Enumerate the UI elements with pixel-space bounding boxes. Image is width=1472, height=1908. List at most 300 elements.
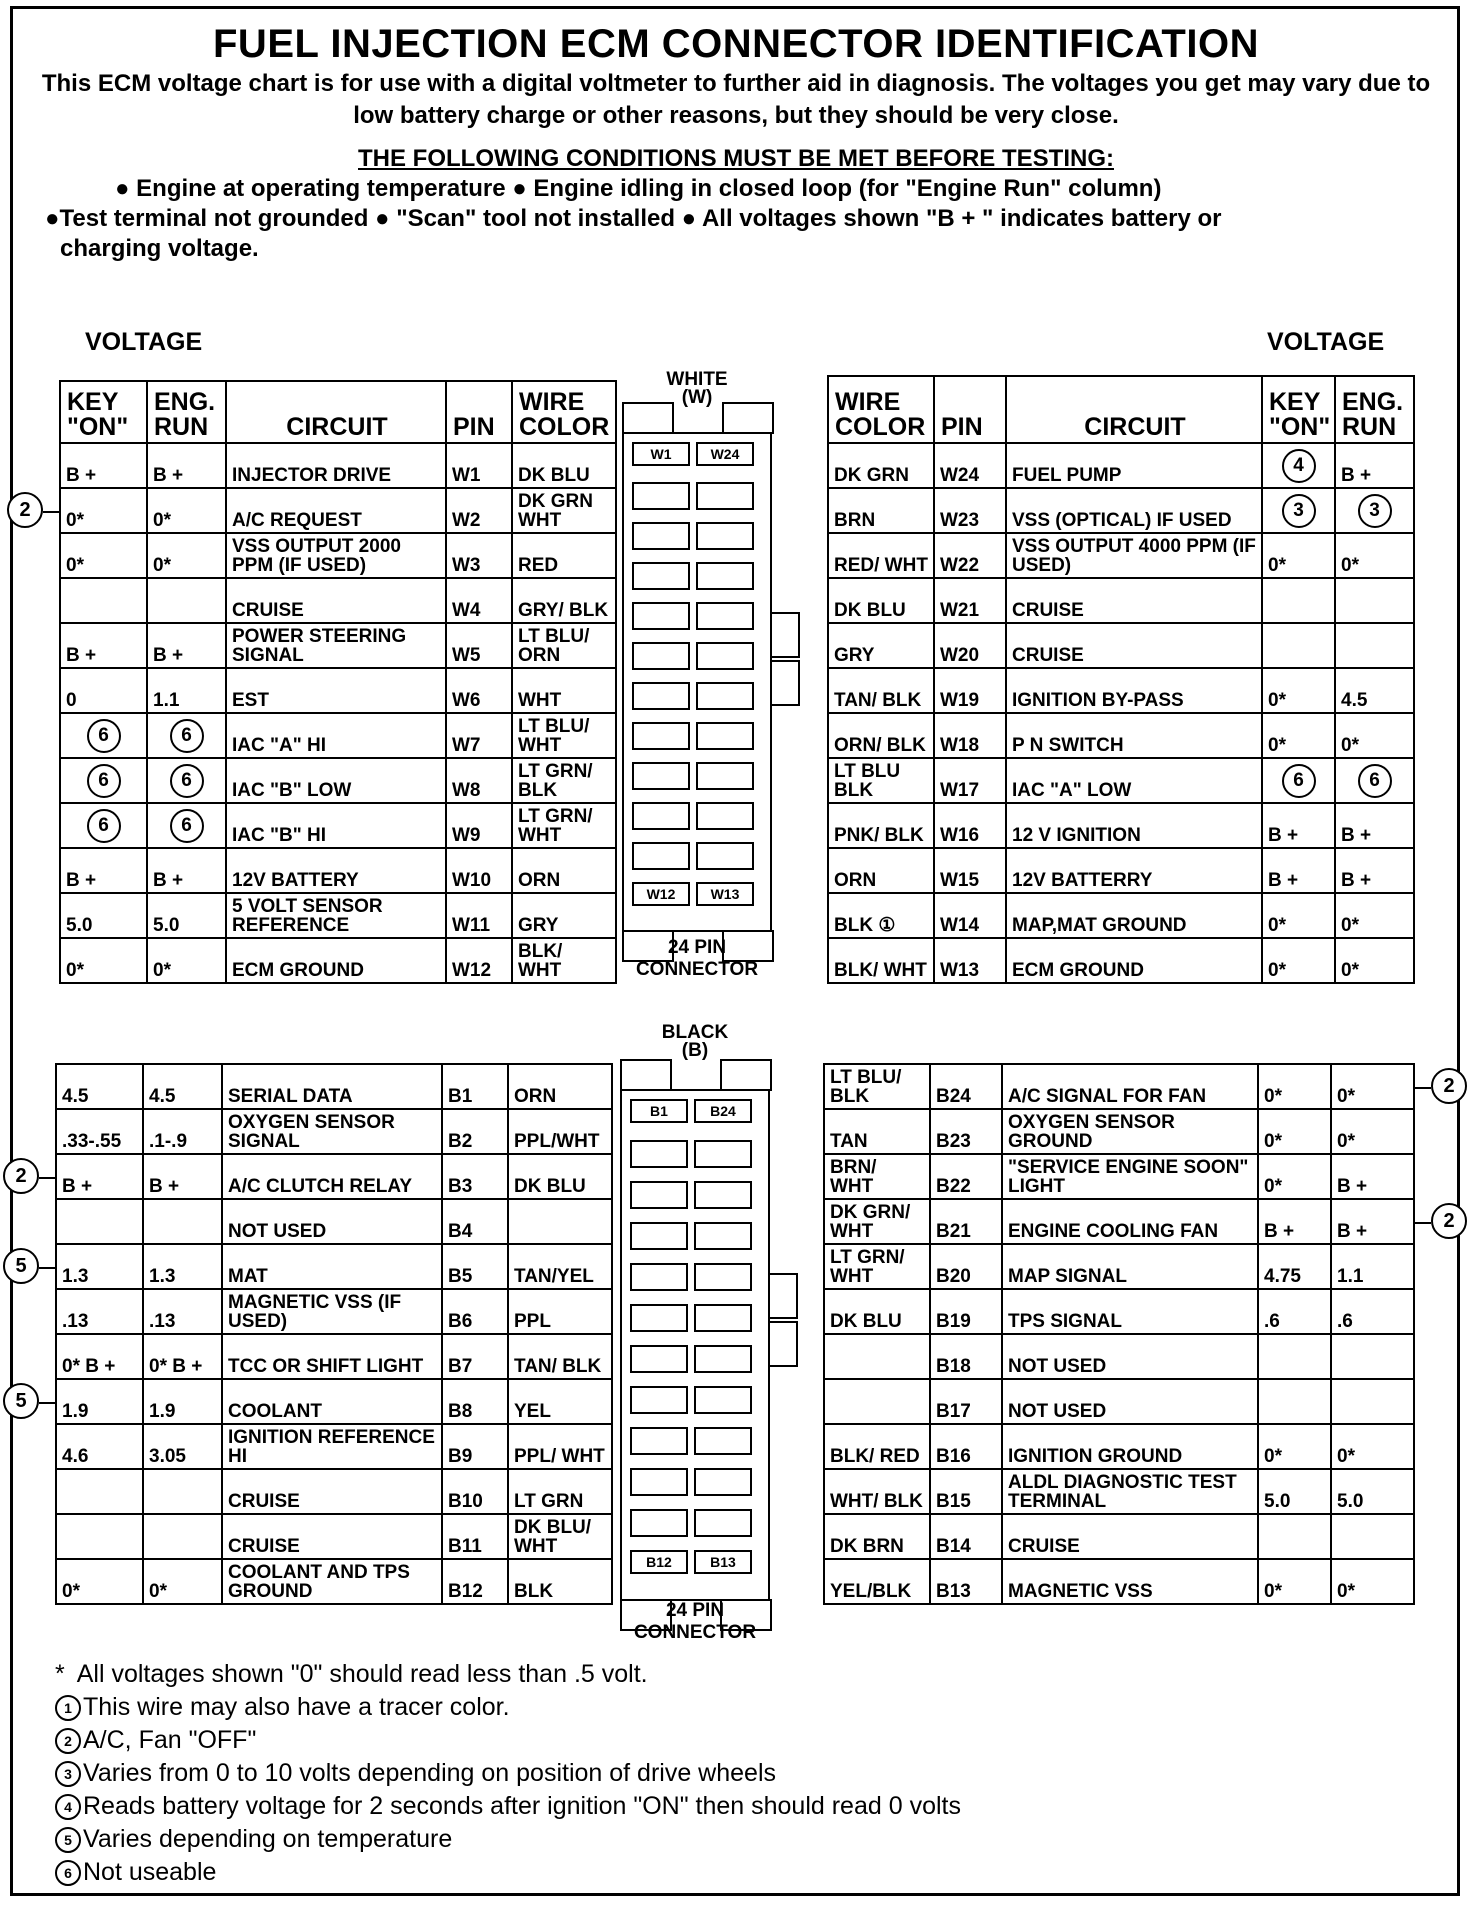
connector-pin bbox=[630, 1222, 688, 1250]
voltage-value: 0* B + bbox=[62, 1356, 116, 1377]
voltage-cell bbox=[56, 1334, 143, 1379]
table-row bbox=[56, 1469, 612, 1514]
voltage-cell bbox=[1258, 1244, 1331, 1289]
voltage-value: 0* bbox=[1341, 915, 1359, 936]
pin-cell: B7 bbox=[442, 1334, 508, 1379]
table-row bbox=[60, 578, 616, 623]
note-circle: 3 bbox=[1358, 494, 1392, 528]
voltage-value: 1.3 bbox=[149, 1266, 176, 1287]
voltage-value: B + bbox=[1268, 870, 1299, 891]
circuit-cell: FUEL PUMP bbox=[1006, 443, 1262, 488]
voltage-cell bbox=[1335, 938, 1414, 983]
wire-color-cell: DK BLU bbox=[824, 1289, 930, 1334]
wire-color-cell: DK GRN bbox=[828, 443, 934, 488]
connector-pin bbox=[696, 522, 754, 550]
table-row bbox=[60, 758, 616, 803]
table-row bbox=[824, 1289, 1414, 1334]
table-row bbox=[824, 1334, 1414, 1379]
voltage-cell bbox=[1262, 938, 1335, 983]
pin-cell: W8 bbox=[446, 758, 512, 803]
col-header-circuit: CIRCUIT bbox=[1006, 376, 1262, 443]
pin-cell: B19 bbox=[930, 1289, 1002, 1334]
table-row bbox=[828, 533, 1414, 578]
wire-color-cell: PPL/ WHT bbox=[508, 1424, 612, 1469]
voltage-value: B + bbox=[1341, 870, 1372, 891]
pin-cell: B22 bbox=[930, 1154, 1002, 1199]
black-left-table bbox=[55, 1063, 613, 1605]
circuit-cell: VSS OUTPUT 4000 PPM (IF USED) bbox=[1006, 533, 1262, 578]
wire-color-cell bbox=[824, 1379, 930, 1424]
connector-pin bbox=[696, 682, 754, 710]
circuit-cell: COOLANT bbox=[222, 1379, 442, 1424]
voltage-value: 1.9 bbox=[62, 1401, 89, 1422]
connector-caption: 24 PIN bbox=[667, 937, 727, 958]
wire-color-cell: LT BLU/ BLK bbox=[824, 1064, 930, 1109]
condition-line-3: charging voltage. bbox=[60, 235, 259, 262]
note-circle: 6 bbox=[170, 764, 204, 798]
pin-cell: W21 bbox=[934, 578, 1006, 623]
circuit-cell: IAC "A" HI bbox=[226, 713, 446, 758]
wire-color-cell: BRN bbox=[828, 488, 934, 533]
pin-cell: W13 bbox=[934, 938, 1006, 983]
voltage-cell bbox=[60, 623, 147, 668]
wire-color-cell: DK BLU/ WHT bbox=[508, 1514, 612, 1559]
voltage-cell bbox=[1262, 488, 1335, 533]
voltage-value: B + bbox=[62, 1176, 93, 1197]
pin-cell: B9 bbox=[442, 1424, 508, 1469]
voltage-value: 0* bbox=[62, 1581, 80, 1602]
pin-cell: W15 bbox=[934, 848, 1006, 893]
voltage-value: 0* bbox=[1268, 690, 1286, 711]
voltage-cell bbox=[1335, 758, 1414, 803]
voltage-value: 0* bbox=[1341, 735, 1359, 756]
voltage-value: 0* bbox=[66, 555, 84, 576]
voltage-cell bbox=[60, 713, 147, 758]
voltage-cell bbox=[56, 1379, 143, 1424]
col-header-pin: PIN bbox=[934, 376, 1006, 443]
table-row bbox=[56, 1244, 612, 1289]
voltage-cell bbox=[60, 443, 147, 488]
voltage-cell bbox=[56, 1514, 143, 1559]
circuit-cell: TPS SIGNAL bbox=[1002, 1289, 1258, 1334]
voltage-cell bbox=[147, 533, 226, 578]
footnote-number: 2 bbox=[55, 1728, 81, 1754]
note-circle: 6 bbox=[170, 719, 204, 753]
voltage-cell bbox=[143, 1289, 222, 1334]
circuit-cell: 12V BATTERRY bbox=[1006, 848, 1262, 893]
pin-cell: W9 bbox=[446, 803, 512, 848]
connector-pin bbox=[632, 802, 690, 830]
voltage-value: 5.0 bbox=[1264, 1491, 1291, 1512]
voltage-value: 0* bbox=[1264, 1131, 1282, 1152]
connector-pin bbox=[696, 802, 754, 830]
table-row bbox=[828, 623, 1414, 668]
footnote bbox=[55, 1823, 961, 1856]
pin-cell: B17 bbox=[930, 1379, 1002, 1424]
voltage-cell bbox=[1258, 1379, 1331, 1424]
table-row bbox=[60, 623, 616, 668]
circuit-cell: NOT USED bbox=[1002, 1334, 1258, 1379]
table-row bbox=[56, 1334, 612, 1379]
pin-cell: W2 bbox=[446, 488, 512, 533]
circuit-cell: MAP,MAT GROUND bbox=[1006, 893, 1262, 938]
pin-cell: W16 bbox=[934, 803, 1006, 848]
white-connector bbox=[622, 370, 772, 980]
note-circle: 6 bbox=[170, 809, 204, 843]
wire-color-cell: ORN/ BLK bbox=[828, 713, 934, 758]
voltage-value: .13 bbox=[62, 1311, 89, 1332]
voltage-cell bbox=[1335, 488, 1414, 533]
wire-color-cell: WHT bbox=[512, 668, 616, 713]
wire-color-cell: LT GRN/ BLK bbox=[512, 758, 616, 803]
footnote-text: All voltages shown "0" should read less than .5 volt. bbox=[76, 1660, 648, 1688]
connector-pin bbox=[694, 1345, 752, 1373]
voltage-cell bbox=[1331, 1424, 1414, 1469]
voltage-cell bbox=[143, 1154, 222, 1199]
wire-color-cell: LT BLU/ WHT bbox=[512, 713, 616, 758]
voltage-cell bbox=[1262, 578, 1335, 623]
circuit-cell: CRUISE bbox=[222, 1514, 442, 1559]
condition-line-1: ● Engine at operating temperature ● Engine idling in closed loop (for "Engine Run" column) bbox=[115, 175, 1162, 202]
connector-key bbox=[772, 660, 800, 706]
table-row bbox=[828, 893, 1414, 938]
circuit-cell: OXYGEN SENSOR GROUND bbox=[1002, 1109, 1258, 1154]
voltage-value: B + bbox=[1341, 465, 1372, 486]
circuit-cell: CRUISE bbox=[1002, 1514, 1258, 1559]
table-row bbox=[824, 1379, 1414, 1424]
pin-cell: B11 bbox=[442, 1514, 508, 1559]
wire-color-cell: DK BRN bbox=[824, 1514, 930, 1559]
circuit-cell: EST bbox=[226, 668, 446, 713]
voltage-value: 4.5 bbox=[149, 1086, 176, 1107]
col-header-eng-run: ENG. RUN bbox=[147, 381, 226, 443]
voltage-value: 0* bbox=[1337, 1086, 1355, 1107]
connector-caption: CONNECTOR bbox=[635, 959, 759, 980]
footnote-text: Varies from 0 to 10 volts depending on position of drive wheels bbox=[83, 1759, 776, 1787]
pin-cell: B3 bbox=[442, 1154, 508, 1199]
voltage-value: 0* bbox=[66, 510, 84, 531]
voltage-cell bbox=[1335, 623, 1414, 668]
voltage-cell bbox=[147, 803, 226, 848]
connector-pin bbox=[630, 1509, 688, 1537]
connector-pin bbox=[632, 562, 690, 590]
note-marker: 2 bbox=[1431, 1203, 1467, 1239]
pin-cell: W1 bbox=[446, 443, 512, 488]
circuit-cell: CRUISE bbox=[1006, 578, 1262, 623]
voltage-value: B + bbox=[153, 645, 184, 666]
connector-pin bbox=[694, 1468, 752, 1496]
voltage-value: 4.5 bbox=[62, 1086, 89, 1107]
circuit-cell: "SERVICE ENGINE SOON" LIGHT bbox=[1002, 1154, 1258, 1199]
footnote bbox=[55, 1724, 961, 1757]
wire-color-cell: DK GRN/ WHT bbox=[824, 1199, 930, 1244]
voltage-value: B + bbox=[1341, 825, 1372, 846]
col-header-wire-color: WIRE COLOR bbox=[512, 381, 616, 443]
voltage-value: 4.5 bbox=[1341, 690, 1368, 711]
table-row bbox=[824, 1154, 1414, 1199]
white-right-table bbox=[827, 375, 1415, 984]
connector-tab bbox=[622, 402, 674, 434]
voltage-cell bbox=[1262, 443, 1335, 488]
voltage-value: 0* bbox=[1337, 1581, 1355, 1602]
circuit-cell: A/C SIGNAL FOR FAN bbox=[1002, 1064, 1258, 1109]
voltage-value: .13 bbox=[149, 1311, 176, 1332]
connector-pin: W13 bbox=[696, 882, 754, 906]
page-title: FUEL INJECTION ECM CONNECTOR IDENTIFICATION bbox=[213, 22, 1259, 66]
table-row bbox=[824, 1244, 1414, 1289]
white-left-table bbox=[59, 380, 617, 984]
connector-pin bbox=[632, 642, 690, 670]
table-row bbox=[56, 1109, 612, 1154]
voltage-value: 3.05 bbox=[149, 1446, 186, 1467]
connector-pin bbox=[632, 762, 690, 790]
col-header-wire-color: WIRE COLOR bbox=[828, 376, 934, 443]
voltage-cell bbox=[147, 488, 226, 533]
footnote-text: Varies depending on temperature bbox=[83, 1825, 453, 1853]
voltage-cell bbox=[56, 1064, 143, 1109]
table-row bbox=[828, 488, 1414, 533]
table-row bbox=[60, 668, 616, 713]
footnote-text: This wire may also have a tracer color. bbox=[83, 1693, 510, 1721]
table-row bbox=[56, 1379, 612, 1424]
circuit-cell: 12V BATTERY bbox=[226, 848, 446, 893]
intro-text: This ECM voltage chart is for use with a digital voltmeter to further aid in diagnosis. The voltages you get may vary due to low battery charge or other reasons, but they should be very close. bbox=[41, 70, 1431, 129]
voltage-cell bbox=[1331, 1199, 1414, 1244]
connector-pin bbox=[630, 1304, 688, 1332]
voltage-cell bbox=[1331, 1154, 1414, 1199]
voltage-cell bbox=[1258, 1424, 1331, 1469]
connector-pin bbox=[632, 682, 690, 710]
connector-pin: B12 bbox=[630, 1550, 688, 1574]
voltage-value: B + bbox=[1337, 1221, 1368, 1242]
connector-pin bbox=[694, 1386, 752, 1414]
voltage-cell bbox=[1258, 1514, 1331, 1559]
voltage-value: 0* bbox=[1337, 1131, 1355, 1152]
voltage-cell bbox=[143, 1109, 222, 1154]
table-row bbox=[828, 758, 1414, 803]
voltage-value: 0* bbox=[149, 1581, 167, 1602]
connector-key bbox=[770, 1273, 798, 1319]
voltage-cell bbox=[60, 533, 147, 578]
wire-color-cell: GRY bbox=[828, 623, 934, 668]
voltage-value: 0* bbox=[1268, 960, 1286, 981]
circuit-cell: OXYGEN SENSOR SIGNAL bbox=[222, 1109, 442, 1154]
wire-color-cell: YEL bbox=[508, 1379, 612, 1424]
voltage-value: B + bbox=[1337, 1176, 1368, 1197]
table-row bbox=[56, 1199, 612, 1244]
connector-pin: B1 bbox=[630, 1099, 688, 1123]
circuit-cell: A/C CLUTCH RELAY bbox=[222, 1154, 442, 1199]
voltage-value: B + bbox=[66, 870, 97, 891]
voltage-cell bbox=[56, 1109, 143, 1154]
circuit-cell: TCC OR SHIFT LIGHT bbox=[222, 1334, 442, 1379]
table-row bbox=[824, 1559, 1414, 1604]
circuit-cell: MAT bbox=[222, 1244, 442, 1289]
voltage-cell bbox=[1335, 443, 1414, 488]
voltage-value: B + bbox=[1268, 825, 1299, 846]
wire-color-cell: PPL bbox=[508, 1289, 612, 1334]
voltage-cell bbox=[1335, 848, 1414, 893]
black-connector bbox=[620, 1023, 770, 1643]
voltage-cell bbox=[1262, 758, 1335, 803]
footnote-number: 6 bbox=[55, 1860, 81, 1886]
voltage-cell bbox=[56, 1469, 143, 1514]
table-row bbox=[56, 1064, 612, 1109]
connector-caption: 24 PIN bbox=[665, 1600, 725, 1621]
footnote bbox=[55, 1790, 961, 1823]
circuit-cell: IAC "A" LOW bbox=[1006, 758, 1262, 803]
footnote bbox=[55, 1691, 961, 1724]
footnote bbox=[55, 1757, 961, 1790]
col-header-circuit: CIRCUIT bbox=[226, 381, 446, 443]
table-row bbox=[828, 668, 1414, 713]
voltage-cell bbox=[1262, 623, 1335, 668]
connector-tab bbox=[620, 1059, 672, 1091]
connector-pin bbox=[694, 1140, 752, 1168]
voltage-cell bbox=[1335, 533, 1414, 578]
wire-color-cell: LT GRN/ WHT bbox=[512, 803, 616, 848]
connector-label: WHITE bbox=[666, 369, 728, 390]
wire-color-cell: RED bbox=[512, 533, 616, 578]
black-right-table bbox=[823, 1063, 1415, 1605]
voltage-cell bbox=[56, 1199, 143, 1244]
circuit-cell: POWER STEERING SIGNAL bbox=[226, 623, 446, 668]
wire-color-cell: GRY/ BLK bbox=[512, 578, 616, 623]
pin-cell: B23 bbox=[930, 1109, 1002, 1154]
voltage-cell bbox=[147, 893, 226, 938]
table-row bbox=[60, 893, 616, 938]
voltage-value: B + bbox=[66, 465, 97, 486]
voltage-cell bbox=[60, 578, 147, 623]
voltage-value: 0* bbox=[66, 960, 84, 981]
voltage-cell bbox=[1331, 1514, 1414, 1559]
voltage-cell bbox=[1258, 1064, 1331, 1109]
voltage-cell bbox=[1258, 1109, 1331, 1154]
voltage-value: 0* bbox=[1268, 915, 1286, 936]
table-row bbox=[828, 713, 1414, 758]
voltage-cell bbox=[1258, 1289, 1331, 1334]
circuit-cell: P N SWITCH bbox=[1006, 713, 1262, 758]
wire-color-cell: BLK bbox=[508, 1559, 612, 1604]
circuit-cell: VSS (OPTICAL) IF USED bbox=[1006, 488, 1262, 533]
circuit-cell: IGNITION GROUND bbox=[1002, 1424, 1258, 1469]
connector-pin bbox=[694, 1263, 752, 1291]
circuit-cell: IAC "B" LOW bbox=[226, 758, 446, 803]
footnote-number: 4 bbox=[55, 1794, 81, 1820]
note-circle: 6 bbox=[1358, 764, 1392, 798]
voltage-value: 0* bbox=[153, 960, 171, 981]
voltage-cell bbox=[1262, 668, 1335, 713]
wire-color-cell: ORN bbox=[508, 1064, 612, 1109]
voltage-cell bbox=[1331, 1559, 1414, 1604]
circuit-cell: VSS OUTPUT 2000 PPM (IF USED) bbox=[226, 533, 446, 578]
voltage-value: B + bbox=[153, 465, 184, 486]
connector-pin bbox=[694, 1222, 752, 1250]
footnote-number: 5 bbox=[55, 1827, 81, 1853]
voltage-value: 0* bbox=[1341, 555, 1359, 576]
voltage-cell bbox=[1331, 1469, 1414, 1514]
voltage-value: 5.0 bbox=[66, 915, 93, 936]
circuit-cell: NOT USED bbox=[1002, 1379, 1258, 1424]
voltage-value: 0* bbox=[1264, 1176, 1282, 1197]
connector-caption: CONNECTOR bbox=[633, 1622, 757, 1643]
connector-pin: W12 bbox=[632, 882, 690, 906]
circuit-cell: IAC "B" HI bbox=[226, 803, 446, 848]
connector-pin: B24 bbox=[694, 1099, 752, 1123]
pin-cell: B20 bbox=[930, 1244, 1002, 1289]
footnote-number: 3 bbox=[55, 1761, 81, 1787]
voltage-cell bbox=[1262, 713, 1335, 758]
voltage-cell bbox=[143, 1199, 222, 1244]
footnote-text: Reads battery voltage for 2 seconds after ignition "ON" then should read 0 volts bbox=[83, 1792, 961, 1820]
table-row bbox=[60, 938, 616, 983]
footnote bbox=[55, 1856, 961, 1889]
voltage-cell bbox=[143, 1559, 222, 1604]
circuit-cell: COOLANT AND TPS GROUND bbox=[222, 1559, 442, 1604]
wire-color-cell: LT BLU BLK bbox=[828, 758, 934, 803]
connector-code: (W) bbox=[681, 387, 713, 408]
pin-cell: B10 bbox=[442, 1469, 508, 1514]
voltage-cell bbox=[1331, 1289, 1414, 1334]
connector-pin bbox=[694, 1304, 752, 1332]
connector-pin bbox=[696, 482, 754, 510]
voltage-cell bbox=[1258, 1469, 1331, 1514]
pin-cell: W18 bbox=[934, 713, 1006, 758]
connector-pin: W24 bbox=[696, 442, 754, 466]
table-row bbox=[828, 803, 1414, 848]
connector-pin bbox=[632, 522, 690, 550]
voltage-value: 0* bbox=[1268, 555, 1286, 576]
wire-color-cell: LT GRN bbox=[508, 1469, 612, 1514]
pin-cell: B1 bbox=[442, 1064, 508, 1109]
voltage-cell bbox=[1335, 578, 1414, 623]
wire-color-cell: TAN/ BLK bbox=[828, 668, 934, 713]
connector-pin bbox=[630, 1263, 688, 1291]
voltage-cell bbox=[60, 848, 147, 893]
circuit-cell: ENGINE COOLING FAN bbox=[1002, 1199, 1258, 1244]
voltage-cell bbox=[1335, 668, 1414, 713]
col-header-key-on: KEY "ON" bbox=[1262, 376, 1335, 443]
connector-pin: B13 bbox=[694, 1550, 752, 1574]
footnote-number: 1 bbox=[55, 1695, 81, 1721]
table-row bbox=[824, 1109, 1414, 1154]
wire-color-cell: PPL/WHT bbox=[508, 1109, 612, 1154]
table-row bbox=[824, 1469, 1414, 1514]
table-row bbox=[828, 578, 1414, 623]
voltage-value: .6 bbox=[1264, 1311, 1280, 1332]
voltage-cell bbox=[1262, 893, 1335, 938]
connector-code: (B) bbox=[681, 1040, 709, 1061]
voltage-value: 0* bbox=[1341, 960, 1359, 981]
pin-cell: B8 bbox=[442, 1379, 508, 1424]
wire-color-cell bbox=[824, 1334, 930, 1379]
pin-cell: B18 bbox=[930, 1334, 1002, 1379]
note-circle: 6 bbox=[87, 764, 121, 798]
voltage-cell bbox=[60, 668, 147, 713]
table-row bbox=[824, 1514, 1414, 1559]
voltage-cell bbox=[1331, 1109, 1414, 1154]
connector-pin bbox=[632, 482, 690, 510]
voltage-cell bbox=[147, 758, 226, 803]
wire-color-cell: DK GRN WHT bbox=[512, 488, 616, 533]
voltage-label-left: VOLTAGE bbox=[85, 328, 203, 356]
voltage-value: B + bbox=[1264, 1221, 1295, 1242]
voltage-value: 1.9 bbox=[149, 1401, 176, 1422]
voltage-cell bbox=[56, 1244, 143, 1289]
pin-cell: W23 bbox=[934, 488, 1006, 533]
voltage-value: 0 bbox=[66, 690, 77, 711]
pin-cell: B2 bbox=[442, 1109, 508, 1154]
